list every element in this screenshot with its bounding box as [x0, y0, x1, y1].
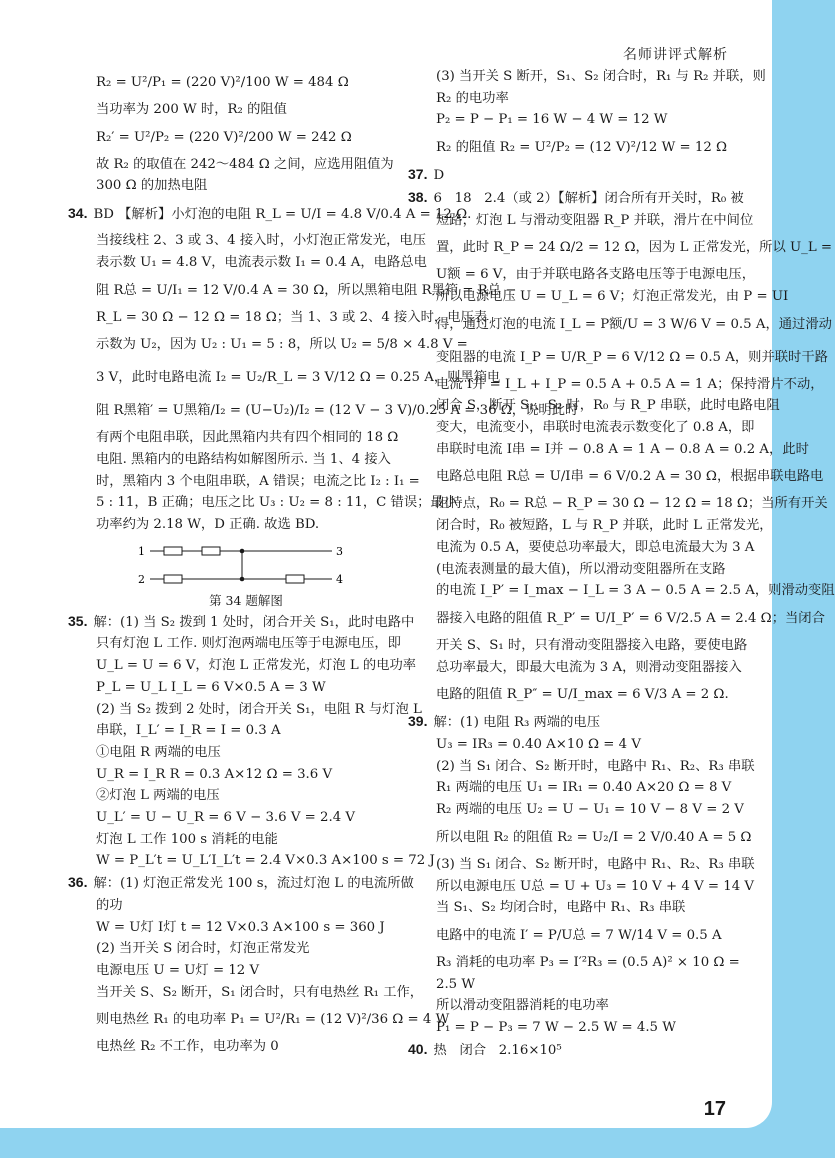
header-title: 名师讲评式解析 [623, 47, 728, 63]
text-line: W = P_L′t = U_L′I_L′t = 2.4 V×0.3 A×100 s = 72 J [96, 853, 435, 869]
text-line: 电流为 0.5 A，要使总功率最大，即总电流最大为 3 A [436, 539, 755, 555]
text-line: (2) 当 S₁ 闭合、S₂ 断开时，电路中 R₁、R₂、R₃ 串联 [436, 758, 755, 774]
text-line: 串联，I_L′ = I_R = I = 0.3 A [96, 723, 281, 739]
text-line: 串联时电流 I串 = I并 − 0.8 A = 1 A − 0.8 A = 0.2 A，此时 [436, 441, 809, 457]
question-34 [68, 197, 472, 230]
terminal-label: 1 [138, 544, 145, 558]
text-line: 短路，灯泡 L 与滑动变阻器 R_P 并联，滑片在中间位 [436, 212, 754, 228]
text-line: 电源电压 U = U灯 = 12 V [96, 962, 260, 978]
text-line: 闭合时，R₀ 被短路，L 与 R_P 并联，此时 L 正常发光， [436, 518, 773, 534]
text-line: 当接线柱 2、3 或 3、4 接入时，小灯泡正常发光，电压 [96, 233, 426, 249]
text-line: U_L′ = U − U_R = 6 V − 3.6 V = 2.4 V [96, 810, 355, 826]
text-line: 的功 [96, 897, 123, 913]
text-line: 当 S₁、S₂ 均闭合时，电路中 R₁、R₃ 串联 [436, 900, 686, 916]
text-line: 当开关 S、S₂ 断开，S₁ 闭合时，只有电热丝 R₁ 工作， [96, 984, 424, 1000]
question-40 [408, 1039, 746, 1062]
text-line: 电路总电阻 R总 = U/I串 = 6 V/0.2 A = 30 Ω，根据串联电路电 [436, 469, 824, 485]
text-line: R₂ 的阻值 R₂ = U²/P₂ = (12 V)²/12 W = 12 Ω [436, 140, 728, 156]
text-line: 电阻. 黑箱内的电路结构如解图所示. 当 1、4 接入 [96, 451, 391, 467]
question-38 [408, 187, 746, 210]
text-line: R₂ 两端的电压 U₂ = U − U₁ = 10 V − 8 V = 2 V [436, 802, 744, 818]
text-line: W = U灯 I灯 t = 12 V×0.3 A×100 s = 360 J [96, 919, 385, 935]
text-line: (2) 当 S₂ 拨到 2 处时，闭合开关 S₁，电阻 R 与灯泡 L [96, 701, 422, 717]
right-column [408, 66, 835, 1062]
circuit-diagram [136, 539, 366, 591]
text-line: 热 闭合 2.16×10⁵ [433, 1042, 562, 1058]
text-line: 解：(1) 当 S₂ 拨到 1 处时，闭合开关 S₁，此时电路中 [93, 614, 415, 630]
text-line: 功率约为 2.18 W，D 正确. 故选 BD. [96, 517, 320, 533]
question-number: 36. [68, 874, 88, 891]
text-line: 示数为 U₂，因为 U₂ : U₁ = 5 : 8，所以 U₂ = 5/8 × 4.8 V = [96, 337, 468, 353]
text-line: 所以滑动变阻器消耗的电功率 [436, 998, 609, 1014]
question-number: 39. [408, 713, 428, 730]
text-line: 电路中的电流 I′ = P/U总 = 7 W/14 V = 0.5 A [436, 927, 722, 943]
text-line: 置，此时 R_P = 24 Ω/2 = 12 Ω，因为 L 正常发光，所以 U_L = [436, 240, 833, 256]
text-line: 得，通过灯泡的电流 I_L = P额/U = 3 W/6 V = 0.5 A，通过滑动 [436, 316, 832, 332]
text-line: P_L = U_L I_L = 6 V×0.5 A = 3 W [96, 679, 326, 695]
page-number: 17 [703, 1098, 726, 1120]
text-line: 时，黑箱内 3 个电阻串联，A 错误；电流之比 I₂ : I₁ = [96, 473, 420, 489]
text-line: 解：(1) 灯泡正常发光 100 s，流过灯泡 L 的电流所做 [93, 876, 414, 892]
text-line: 电路的阻值 R_P″ = U/I_max = 6 V/3 A = 2 Ω. [436, 687, 729, 703]
text-line: 表示数 U₁ = 4.8 V，电流表示数 I₁ = 0.4 A，电路总电 [96, 254, 427, 270]
text-line: 则电热丝 R₁ 的电功率 P₁ = U²/R₁ = (12 V)²/36 Ω = 4 W [96, 1012, 450, 1028]
question-number: 35. [68, 612, 88, 629]
terminal-label: 4 [336, 572, 343, 586]
text-line: 阻特点，R₀ = R总 − R_P = 30 Ω − 12 Ω = 18 Ω；当所有开关 [436, 496, 828, 512]
text-line: 故 R₂ 的取值在 242～484 Ω 之间，应选用阻值为 [96, 156, 394, 172]
text-line: P₁ = P − P₃ = 7 W − 2.5 W = 4.5 W [436, 1020, 676, 1036]
text-line: R_L = 30 Ω − 12 Ω = 18 Ω；当 1、3 或 2、4 接入时，电压表 [96, 309, 488, 325]
figure-caption: 第 34 题解图 [209, 592, 283, 608]
text-line: (3) 当 S₁ 闭合、S₂ 断开时，电路中 R₁、R₂、R₃ 串联 [436, 856, 755, 872]
text-line: U_L = U = 6 V，灯泡 L 正常发光，灯泡 L 的电功率 [96, 658, 417, 674]
text-line: ②灯泡 L 两端的电压 [96, 788, 220, 804]
question-35 [68, 611, 415, 634]
text-line: R₃ 消耗的电功率 P₃ = I′²R₃ = (0.5 A)² × 10 Ω = [436, 954, 740, 970]
text-line: (2) 当开关 S 闭合时，灯泡正常发光 [96, 941, 310, 957]
text-line: R₂ = U²/P₁ = (220 V)²/100 W = 484 Ω [96, 75, 349, 90]
text-line: 开关 S、S₁ 时，只有滑动变阻器接入电路，要使电路 [436, 637, 748, 653]
text-line: 所以电阻 R₂ 的阻值 R₂ = U₂/I = 2 V/0.40 A = 5 Ω [436, 829, 752, 845]
text-line: 300 Ω 的加热电阻 [96, 178, 208, 194]
text-line: 变阻器的电流 I_P = U/R_P = 6 V/12 Ω = 0.5 A，则并联时干路 [436, 349, 828, 365]
text-line: 的电流 I_P′ = I_max − I_L = 3 A − 0.5 A = 2.5 A，则滑动变阻 [436, 583, 835, 599]
text-line: R₂′ = U²/P₂ = (220 V)²/200 W = 242 Ω [96, 129, 352, 145]
text-line: 总功率最大，即最大电流为 3 A，则滑动变阻器接入 [436, 659, 742, 675]
text-line: 所以电源电压 U总 = U + U₃ = 10 V + 4 V = 14 V [436, 878, 755, 894]
text-line: BD 【解析】小灯泡的电阻 R_L = U/I = 4.8 V/0.4 A = 12 Ω. [93, 207, 472, 223]
text-line: U_R = I_R R = 0.3 A×12 Ω = 3.6 V [96, 766, 333, 782]
text-line: 电热丝 R₂ 不工作，电功率为 0 [96, 1039, 279, 1055]
text-line: 当功率为 200 W 时，R₂ 的阻值 [96, 102, 287, 117]
text-line: R₁ 两端的电压 U₁ = IR₁ = 0.40 A×20 Ω = 8 V [436, 780, 732, 796]
text-line: 灯泡 L 工作 100 s 消耗的电能 [96, 831, 278, 847]
text-line: 5 : 11，B 正确；电压之比 U₃ : U₂ = 8 : 11，C 错误；最小 [96, 495, 458, 511]
text-line: 解：(1) 电阻 R₃ 两端的电压 [433, 715, 600, 731]
text-line: 3 V，此时电路电流 I₂ = U₂/R_L = 3 V/12 Ω = 0.25 A，则黑箱电 [96, 370, 501, 386]
terminal-label: 2 [138, 572, 145, 586]
text-line: 闭合 S，断开 S₁、S₂ 时，R₀ 与 R_P 串联，此时电路电阻 [436, 398, 780, 414]
question-number: 34. [68, 205, 88, 222]
question-39 [408, 711, 746, 734]
terminal-label: 3 [336, 544, 343, 558]
text-line: 阻 R总 = U/I₁ = 12 V/0.4 A = 30 Ω，所以黑箱电阻 R黑箱 = R总 − [96, 282, 517, 298]
text-line: 器接入电路的阻值 R_P′ = U/I_P′ = 6 V/2.5 A = 2.4 Ω；当闭合 [436, 610, 825, 626]
text-line: 电流 I并 = I_L + I_P = 0.5 A + 0.5 A = 1 A；保持滑片不动， [436, 376, 824, 392]
text-line: 变大，电流变小，串联时电流表示数变化了 0.8 A，即 [436, 420, 755, 436]
text-line: R₂ 的电功率 [436, 90, 509, 106]
text-line: P₂ = P − P₁ = 16 W − 4 W = 12 W [436, 112, 668, 128]
question-number: 38. [408, 188, 428, 205]
text-line: 阻 R黑箱′ = U黑箱/I₂ = (U−U₂)/I₂ = (12 V − 3 V)/0.25 A = 36 Ω，说明此时 [96, 403, 579, 419]
text-line: 只有灯泡 L 工作. 则灯泡两端电压等于电源电压，即 [96, 636, 401, 652]
text-line: 有两个电阻串联，因此黑箱内共有四个相同的 18 Ω [96, 430, 399, 446]
question-37 [408, 164, 746, 187]
text-line: (3) 当开关 S 断开，S₁、S₂ 闭合时，R₁ 与 R₂ 并联，则 [436, 69, 766, 84]
text-line: 6 18 2.4（或 2）【解析】闭合所有开关时，R₀ 被 [433, 190, 744, 206]
text-line: U₃ = IR₃ = 0.40 A×10 Ω = 4 V [436, 737, 641, 753]
text-line: D [433, 168, 445, 184]
text-line: ①电阻 R 两端的电压 [96, 744, 221, 760]
question-number: 37. [408, 166, 428, 183]
text-line: 所以电源电压 U = U_L = 6 V；灯泡正常发光，由 P = UI [436, 288, 789, 304]
question-number: 40. [408, 1040, 428, 1057]
text-line: 2.5 W [436, 976, 476, 992]
text-line: (电流表测量的最大值)，所以滑动变阻器所在支路 [436, 561, 726, 577]
question-36 [68, 872, 414, 895]
text-line: U额 = 6 V，由于并联电路各支路电压等于电源电压， [436, 267, 756, 283]
